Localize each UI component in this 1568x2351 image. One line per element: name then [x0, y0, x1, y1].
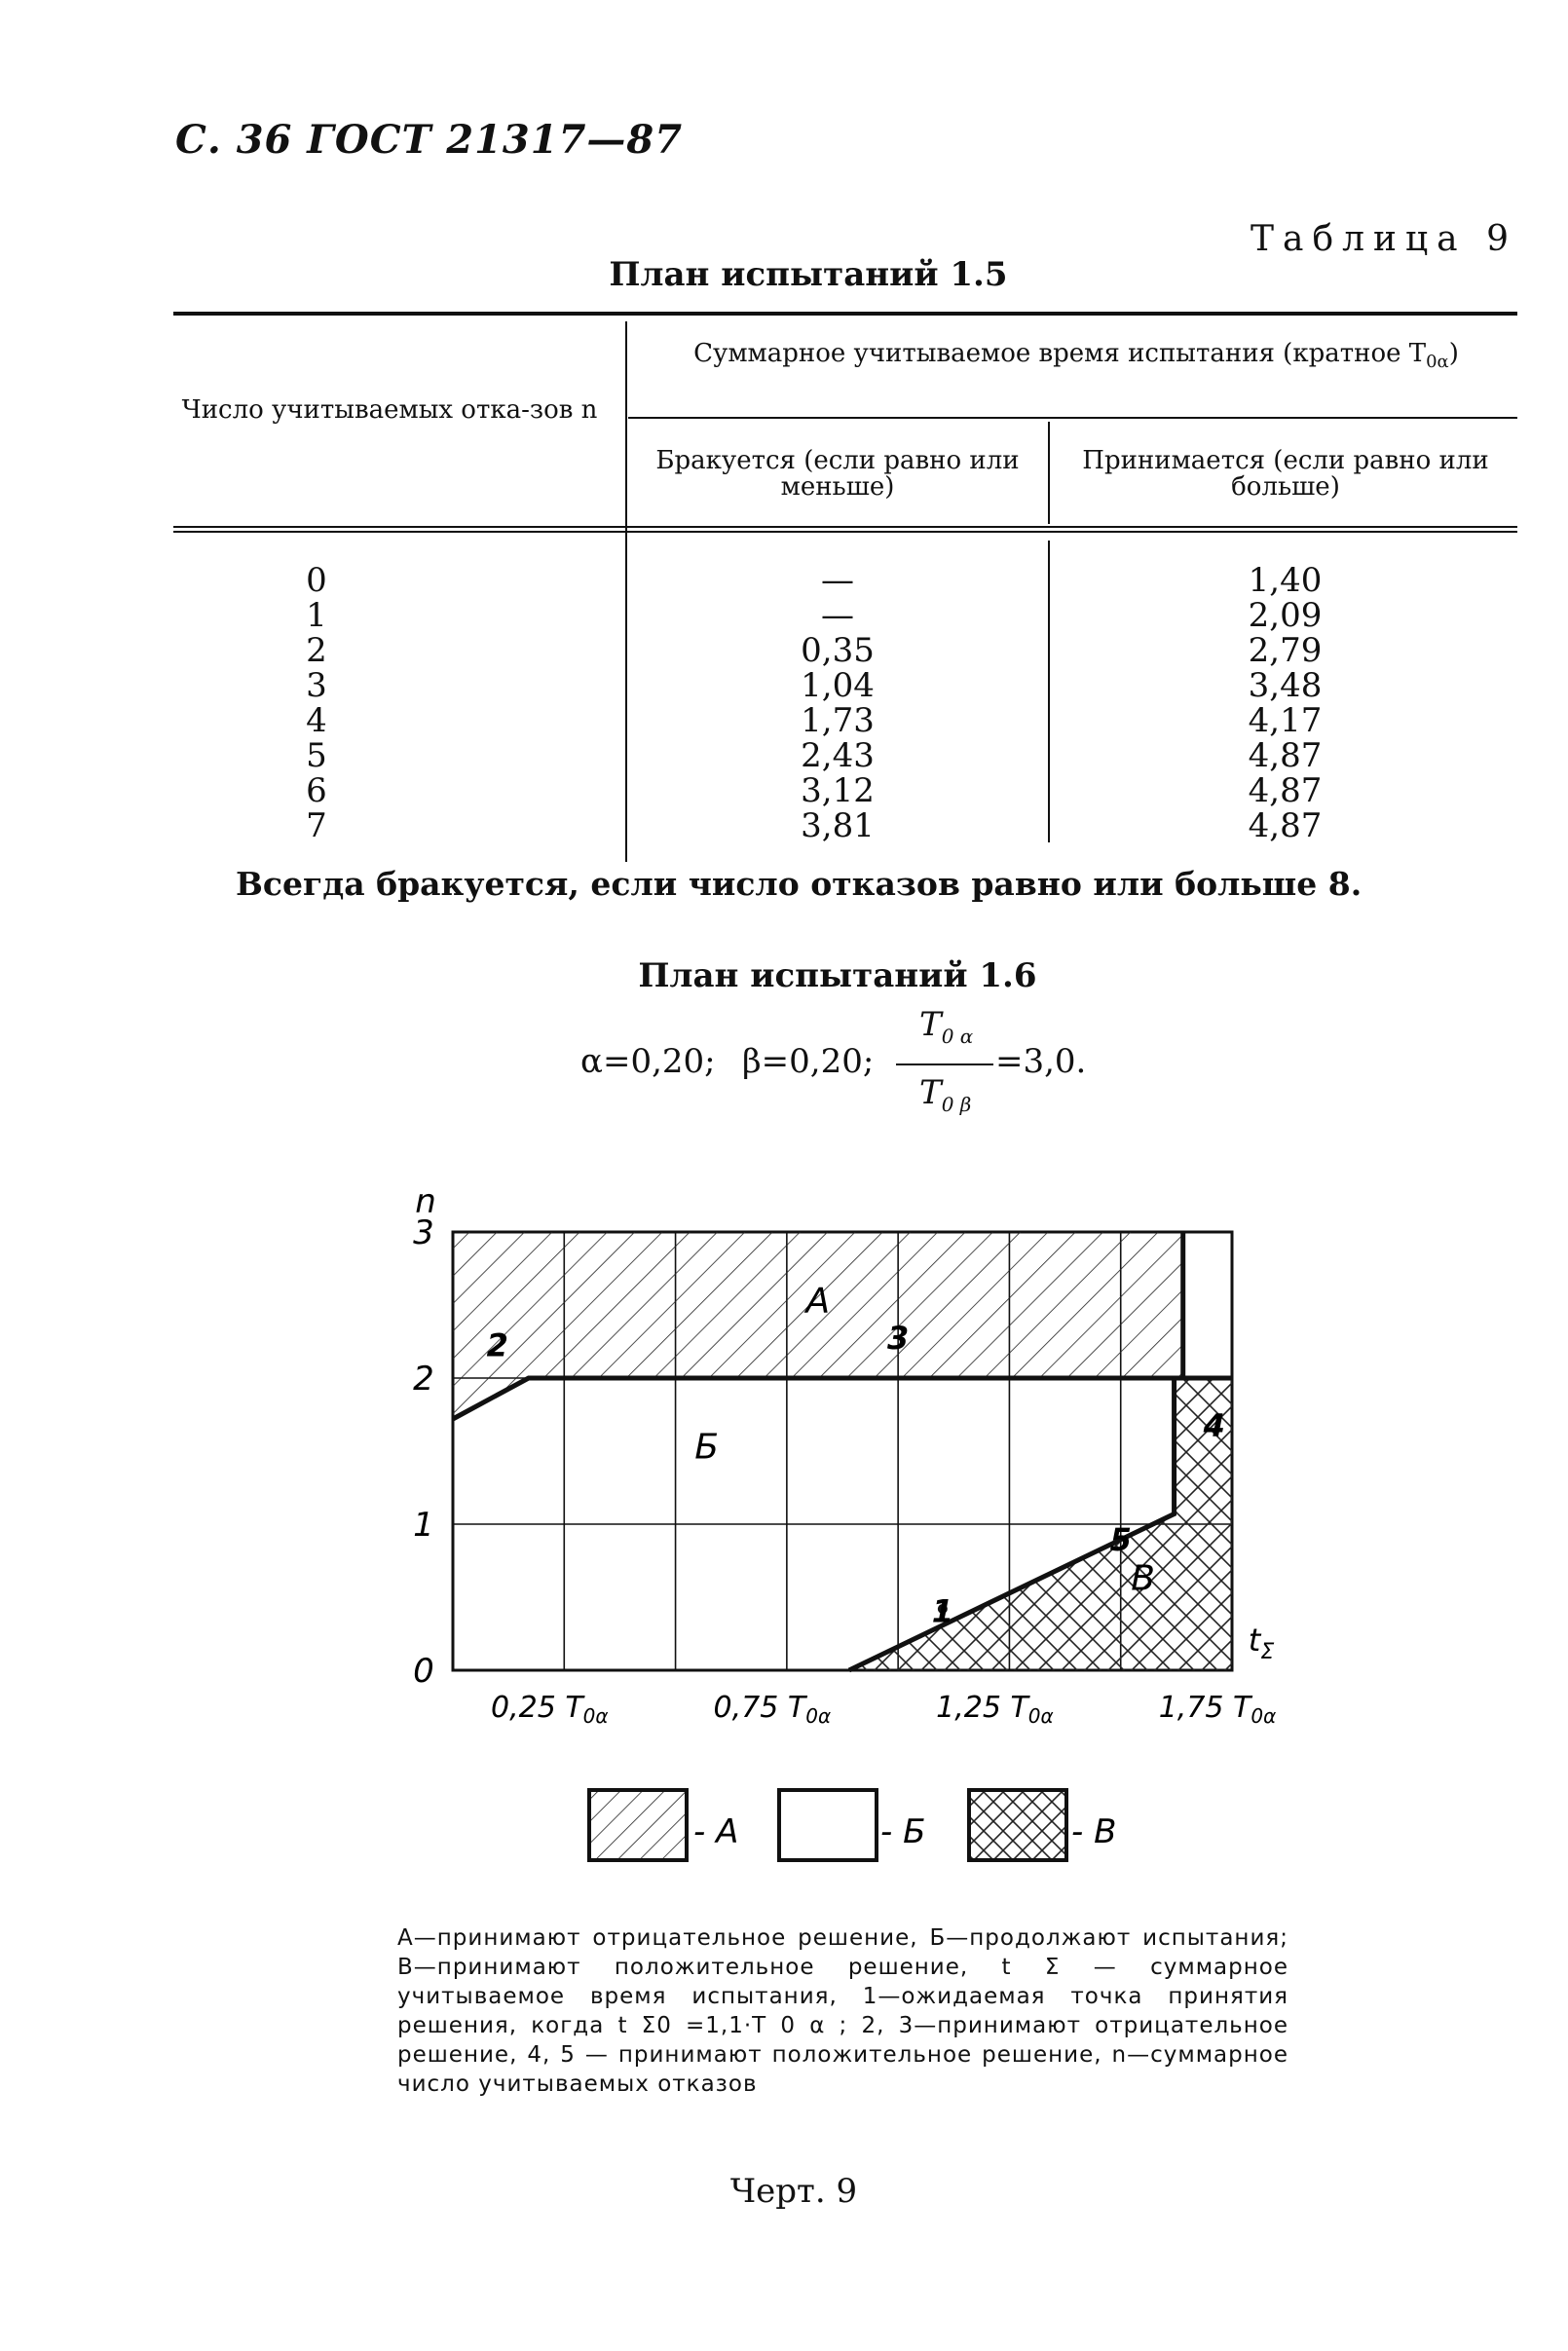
- table-label: Таблица 9: [1251, 219, 1517, 259]
- x-tick-label: 0,25 $T_{0\alpha}$: [490, 1691, 609, 1728]
- formula-alpha: α=0,20;: [580, 1042, 716, 1081]
- point-label-3: 3: [887, 1320, 910, 1357]
- y-tick-label: 1: [413, 1506, 434, 1545]
- decision-chart: [380, 1183, 1334, 1729]
- cell-failures: 1: [306, 596, 327, 635]
- cell-failures: 5: [306, 736, 327, 775]
- cell-reject: 3,12: [801, 771, 875, 810]
- legend-swatch-a: [589, 1790, 687, 1860]
- table-body-divider: [1048, 541, 1050, 842]
- y-tick-label: 3: [413, 1213, 434, 1252]
- table-header-rule-2: [173, 531, 1517, 533]
- figure-label: Черт. 9: [729, 2172, 858, 2211]
- cell-accept: 4,87: [1248, 771, 1323, 810]
- cell-failures: 7: [306, 806, 327, 845]
- point-label-2: 2: [486, 1326, 508, 1364]
- cell-accept: 4,87: [1248, 736, 1323, 775]
- cell-failures: 0: [306, 561, 327, 600]
- plan-1-5-title: План испытаний 1.5: [609, 255, 1008, 294]
- region-a: [453, 1232, 1232, 1419]
- region-label-a: А: [805, 1281, 831, 1322]
- legend-label-a: - А: [693, 1812, 739, 1851]
- figure-caption: А—принимают отрицательное решение, Б—продолжают испытания; В—принимают положительное решение, t Σ — суммарное учитываемое время испытания, 1—ожидаемая точка принятия решения, когда t Σ0 =1,1·T 0 α ; 2, 3—принимают отрицательное решение, 4, 5 — принимают положительное решение, n—суммарное число учитываемых отказов: [397, 1925, 1288, 2097]
- legend-swatch-v: [969, 1790, 1066, 1860]
- formula-result: =3,0.: [995, 1042, 1087, 1081]
- cell-accept: 3,48: [1248, 666, 1323, 705]
- cell-reject: —: [821, 596, 854, 635]
- x-tick-label: 1,25 $T_{0\alpha}$: [936, 1691, 1054, 1728]
- always-reject-note: Всегда бракуется, если число отказов равно или больше 8.: [236, 865, 1363, 903]
- header-total-time: Суммарное учитываемое время испытания (кратное $T_{0\alpha}$): [693, 339, 1459, 373]
- cell-reject: 0,35: [801, 631, 875, 670]
- legend-swatch-b: [779, 1790, 877, 1860]
- table-header-divider: [1048, 422, 1050, 524]
- legend: [584, 1782, 1149, 1870]
- cell-accept: 4,87: [1248, 806, 1323, 845]
- cell-reject: 2,43: [801, 736, 875, 775]
- region-label-v: В: [1131, 1558, 1155, 1599]
- formula-fraction-bar: [896, 1064, 993, 1065]
- y-axis-label: n: [415, 1183, 436, 1221]
- cell-failures: 2: [306, 631, 327, 670]
- chart-regions: [453, 1232, 1232, 1670]
- header-failures: Число учитываемых отка-зов n: [181, 395, 598, 425]
- formula-numerator: $T_{0 \alpha}$: [919, 1005, 974, 1048]
- cell-reject: 1,73: [801, 701, 875, 740]
- legend-label-v: - В: [1071, 1812, 1117, 1851]
- table-top-rule: [173, 312, 1517, 316]
- y-tick-label: 0: [413, 1652, 434, 1691]
- header-accept: Принимается (если равно или больше): [1082, 446, 1489, 502]
- cell-reject: 1,04: [801, 666, 875, 705]
- x-tick-label: 0,75 $T_{0\alpha}$: [713, 1691, 832, 1728]
- table-divider-main: [625, 321, 627, 862]
- header-reject: Бракуется (если равно или меньше): [655, 446, 1020, 502]
- table-header-rule-1: [173, 526, 1517, 528]
- formula-denominator: $T_{0 \beta}$: [919, 1073, 972, 1116]
- point-label-1: 1: [931, 1592, 953, 1630]
- region-label-b: Б: [694, 1427, 719, 1468]
- cell-reject: 3,81: [801, 806, 875, 845]
- y-tick-label: 2: [413, 1360, 434, 1399]
- point-label-5: 5: [1109, 1521, 1132, 1558]
- cell-accept: 4,17: [1248, 701, 1323, 740]
- page-header: С. 36 ГОСТ 21317—87: [175, 117, 684, 163]
- legend-label-b: - Б: [880, 1812, 926, 1851]
- cell-accept: 2,79: [1248, 631, 1323, 670]
- cell-failures: 4: [306, 701, 327, 740]
- cell-failures: 6: [306, 771, 327, 810]
- table-subheader-rule: [628, 417, 1517, 419]
- cell-accept: 2,09: [1248, 596, 1323, 635]
- x-tick-label: 1,75 $T_{0\alpha}$: [1158, 1691, 1277, 1728]
- cell-failures: 3: [306, 666, 327, 705]
- point-label-4: 4: [1203, 1407, 1225, 1444]
- cell-reject: —: [821, 561, 854, 600]
- cell-accept: 1,40: [1248, 561, 1323, 600]
- plan-1-6-title: План испытаний 1.6: [638, 956, 1037, 995]
- formula-beta: β=0,20;: [742, 1042, 875, 1081]
- x-axis-label: $t_\Sigma$: [1248, 1622, 1275, 1664]
